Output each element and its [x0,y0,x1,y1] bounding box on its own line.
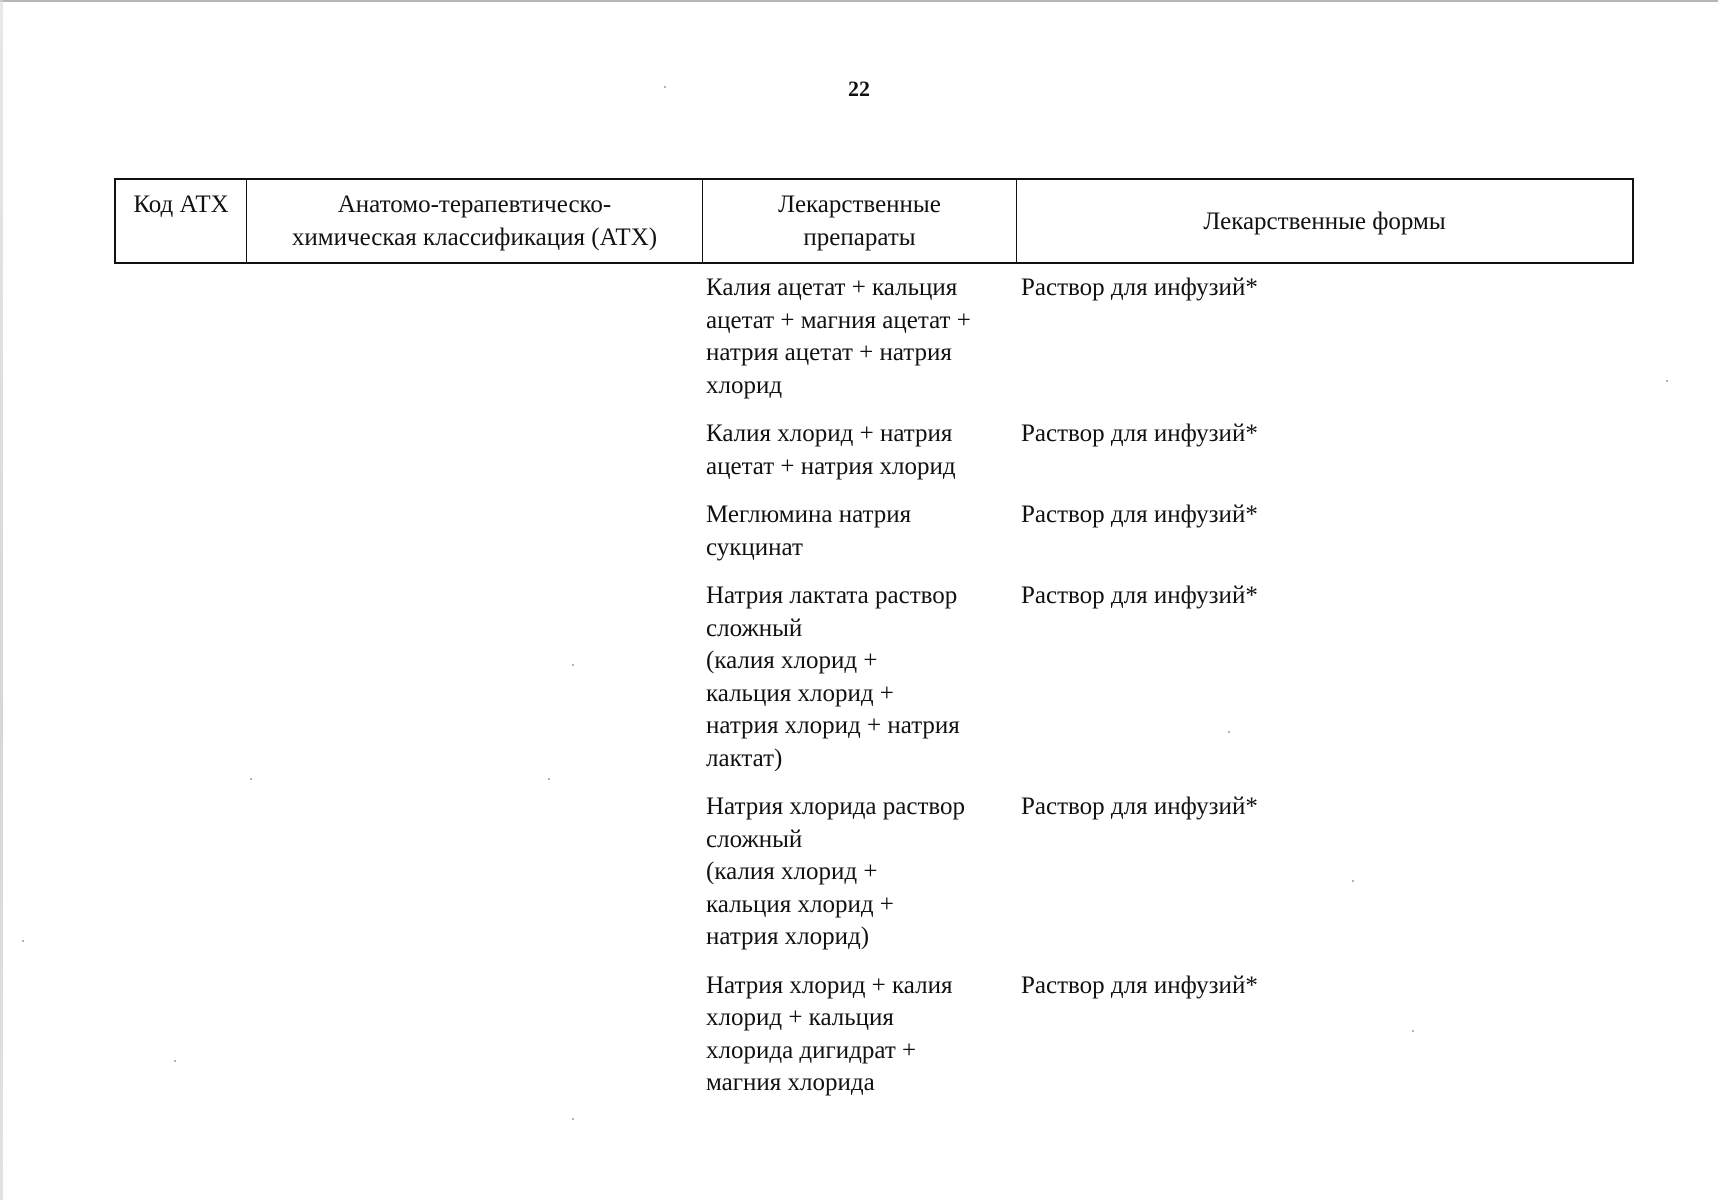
drug-cell [700,580,1015,775]
drug-cell [700,418,1015,483]
scan-speck [548,778,550,780]
dosage-form-cell: Раствор для инфузий* [1021,501,1258,528]
drug-cell [700,791,1015,954]
drug-line: Натрия хлорида раствор [706,793,966,820]
drug-line: сложный [706,825,803,853]
drug-line: Калия хлорид + натрия [706,420,953,447]
drug-line: (калия хлорид + [706,647,878,674]
drug-line: ацетат + натрия хлорид [706,452,956,480]
scan-speck [1412,1030,1414,1032]
scan-speck [1352,880,1354,882]
drug-line: натрия хлорид + натрия [706,712,960,739]
drug-line: ацетат + магния ацетат + [706,306,971,334]
table-body [700,272,1634,1116]
drug-cell [700,272,1015,402]
drug-line: Натрия лактата раствор [706,582,958,609]
dosage-form-cell: Раствор для инфузий* [1021,793,1258,820]
dosage-form-cell: Раствор для инфузий* [1021,274,1258,301]
drug-line: хлорид [706,371,783,399]
drug-line: кальция хлорид + [706,890,894,918]
header-atc-code-line: Код АТХ [133,191,229,218]
table-row [700,499,1634,564]
drug-line: кальция хлорид + [706,679,894,707]
scan-speck [22,940,24,942]
drug-line: сукцинат [706,533,803,561]
drug-line: Калия ацетат + кальция [706,274,958,301]
drug-line: Меглюмина натрия [706,501,912,528]
drug-line: (калия хлорид + [706,858,878,885]
dosage-form-cell: Раствор для инфузий* [1021,582,1258,609]
header-atc-classification-line: Анатомо-терапевтическо- [337,191,612,218]
header-atc-classification [247,180,703,262]
dosage-form-cell: Раствор для инфузий* [1021,971,1258,999]
dosage-form-cell: Раствор для инфузий* [1021,420,1258,447]
drug-cell [700,970,1015,1100]
table-row [700,791,1634,954]
drug-line: хлорид + кальция [706,1004,894,1031]
table-row [700,418,1634,483]
scan-left-edge [0,0,3,1200]
table-row [700,580,1634,775]
table-header [114,178,1634,264]
drug-line: хлорида дигидрат + [706,1036,917,1064]
header-drugs [703,180,1017,262]
drug-cell [700,499,1015,564]
header-drugs-line: препараты [803,224,916,251]
scan-speck [1228,731,1230,733]
scan-speck [572,664,574,666]
drug-line: сложный [706,614,803,642]
drug-line: магния хлорида [706,1069,875,1096]
scan-speck [174,1060,176,1062]
table-row [700,272,1634,402]
drug-line: Натрия хлорид + калия [706,971,953,999]
scan-top-edge [0,0,1718,2]
scan-speck [664,86,666,88]
header-dosage-forms-line: Лекарственные формы [1203,207,1446,235]
scan-speck [250,778,252,780]
header-atc-classification-line: химическая классификация (АТХ) [291,224,658,251]
header-drugs-line: Лекарственные [778,191,941,218]
page-number: 22 [848,76,870,101]
scan-speck [1666,380,1668,382]
drug-line: лактат) [706,744,783,772]
drug-line: натрия ацетат + натрия [706,339,952,366]
scan-speck [572,1118,574,1120]
header-atc-code [116,180,247,262]
table-row [700,970,1634,1100]
drug-line: натрия хлорид) [706,923,870,950]
header-dosage-forms [1017,180,1632,262]
